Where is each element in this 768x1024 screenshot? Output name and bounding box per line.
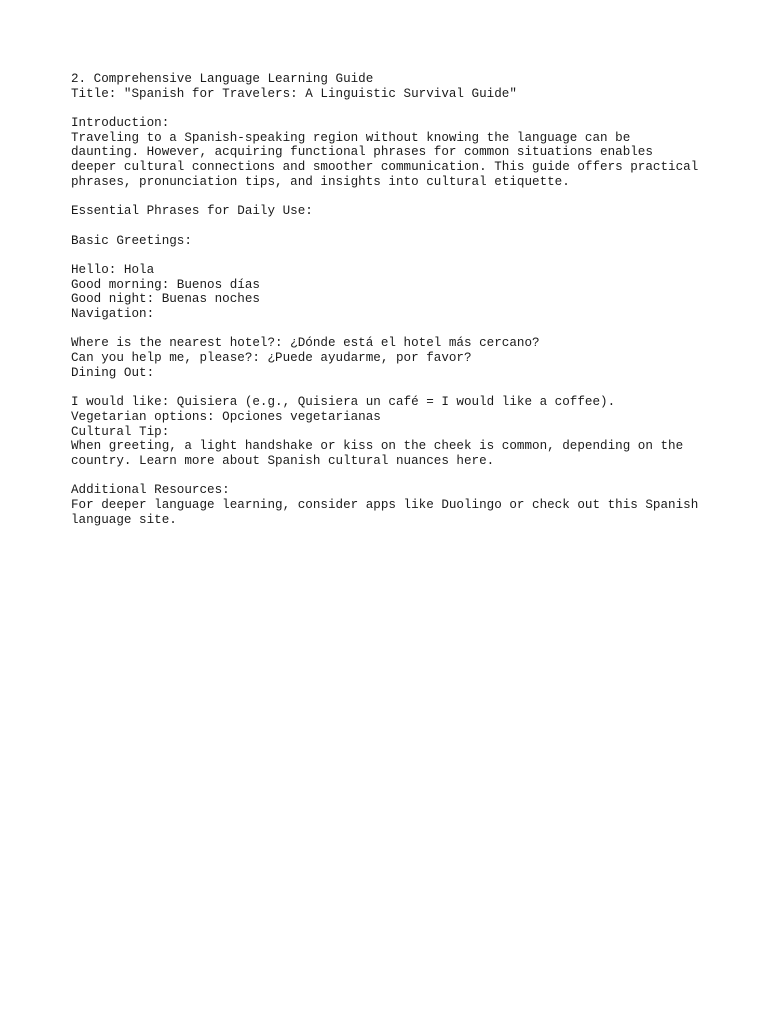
dining-item: I would like: Quisiera (e.g., Quisiera un café = I would like a coffee).	[71, 395, 616, 410]
cultural-tip-line: country. Learn more about Spanish cultural nuances here.	[71, 453, 495, 468]
spacer	[71, 219, 721, 234]
cultural-tip-line: When greeting, a light handshake or kiss on the cheek is common, depending on the	[71, 439, 684, 454]
resources-line: For deeper language learning, consider apps like Duolingo or check out this Spanish	[71, 497, 699, 512]
spacer	[71, 101, 721, 116]
document-heading: 2. Comprehensive Language Learning Guide	[71, 72, 374, 86]
introduction-label: Introduction:	[71, 116, 170, 131]
greeting-item: Good night: Buenas noches	[71, 292, 260, 307]
greetings-label: Basic Greetings:	[71, 233, 192, 248]
greeting-item: Good morning: Buenos días	[71, 277, 260, 292]
spacer	[71, 469, 721, 484]
introduction-line: phrases, pronunciation tips, and insights into cultural etiquette.	[71, 174, 570, 189]
introduction-line: daunting. However, acquiring functional phrases for common situations enables	[71, 145, 653, 160]
navigation-label: Navigation:	[71, 307, 155, 321]
resources-label: Additional Resources:	[71, 483, 230, 498]
document-title: Title: "Spanish for Travelers: A Linguistic Survival Guide"	[71, 86, 517, 101]
spacer	[71, 248, 721, 263]
resources-line: language site.	[71, 512, 177, 527]
navigation-item: Where is the nearest hotel?: ¿Dónde está el hotel más cercano?	[71, 336, 540, 351]
navigation-item: Can you help me, please?: ¿Puede ayudarme, por favor?	[71, 351, 472, 366]
spacer	[71, 190, 721, 205]
greeting-item: Hello: Hola	[71, 262, 155, 277]
introduction-line: deeper cultural connections and smoother communication. This guide offers practical	[71, 160, 699, 175]
dining-label: Dining Out:	[71, 365, 155, 380]
spacer	[71, 380, 721, 395]
document-page	[71, 72, 721, 527]
dining-item: Vegetarian options: Opciones vegetarianas	[71, 409, 381, 424]
cultural-tip-label: Cultural Tip:	[71, 424, 170, 439]
introduction-line: Traveling to a Spanish-speaking region without knowing the language can be	[71, 130, 631, 145]
essential-phrases-heading: Essential Phrases for Daily Use:	[71, 204, 313, 219]
spacer	[71, 322, 721, 337]
